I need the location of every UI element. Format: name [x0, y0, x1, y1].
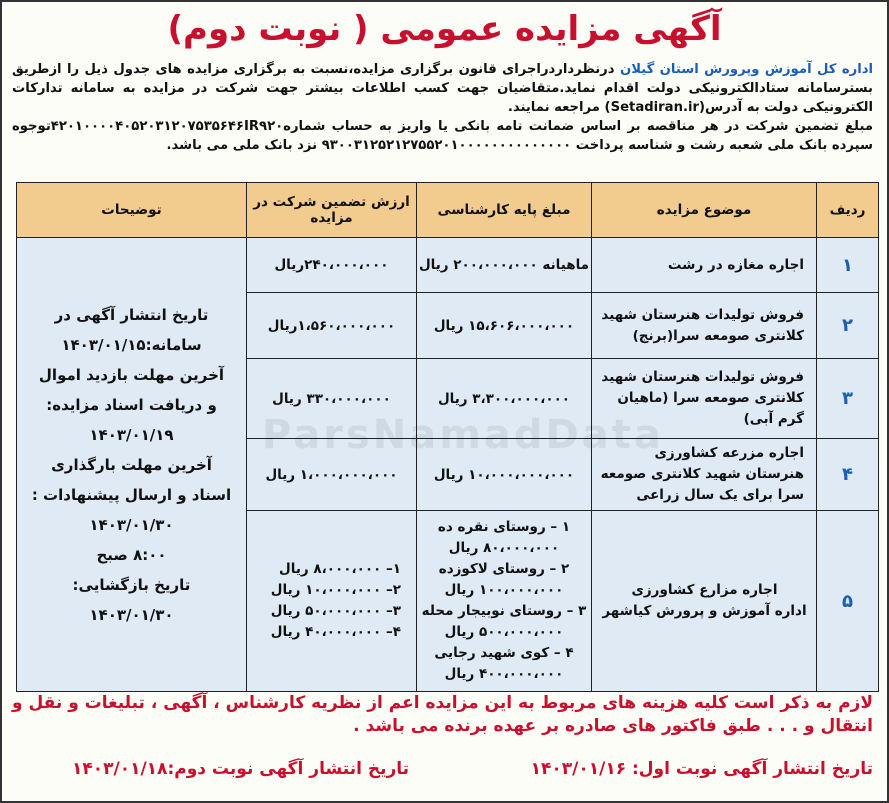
- base-price-item: ۵۰۰،۰۰۰،۰۰۰ ریال: [444, 624, 564, 640]
- row-subject: [592, 511, 817, 692]
- row-subject-line: اجاره مزارع کشاورزی: [631, 582, 778, 598]
- notes-line: ۱۴۰۳/۰۱/۱۹: [89, 425, 174, 444]
- row-number: ۱: [817, 238, 879, 293]
- notes-line: آخرین مهلت بارگذاری: [51, 455, 212, 474]
- row-subject-line: اداره آموزش و پرورش کیاشهر: [602, 603, 807, 619]
- second-publication-date: تاریخ انتشار آگهی نوبت دوم:۱۴۰۳/۰۱/۱۸: [72, 759, 410, 779]
- base-price-item: ۴۰۰،۰۰۰،۰۰۰ ریال: [444, 666, 564, 682]
- header-guarantee: ارزش تضمین شرکت در مزایده: [247, 183, 417, 238]
- row-number: ۲: [817, 293, 879, 359]
- header-subject: موضوع مزایده: [592, 183, 817, 238]
- guarantee-item: ۴– ۴۰،۰۰۰،۰۰۰ ریال: [270, 624, 401, 640]
- table-row: [17, 238, 879, 293]
- notes-line: آخرین مهلت بازدید اموال: [38, 365, 225, 384]
- base-price-item: ۲ – روستای لاکوزده: [438, 561, 570, 577]
- notes-line: تاریخ انتشار آگهی در: [54, 305, 209, 324]
- footer-note: لازم به ذکر است کلیه هزینه های مربوط به این مزایده اعم از نظریه کارشناس ، آگهی ، تبلیغات و نقل و انتقال و . . . طبق فاکتور های صادره بر عهده برنده می باشد .: [12, 693, 873, 736]
- guarantee-item: ۲– ۱۰،۰۰۰،۰۰۰ ریال: [270, 582, 401, 598]
- row-base-price-list: [417, 511, 592, 692]
- row-guarantee: ۳۳۰،۰۰۰،۰۰۰ ریال: [247, 359, 417, 439]
- row-number: ۳: [817, 359, 879, 439]
- intro-paragraph-1: درنظرداردراجرای قانون برگزاری مزایده،نسبت به برگزاری مزایده های جدول ذیل را ازطریق بسترسامانه ستادالکترونیکی دولت اقدام نماید.متقاضیان جهت کسب اطلاعات بیشتر جهت شرکت در مزایده به سامانه تدارکات الکترونیکی دولت به آدرس(Setadiran.ir) مراجعه نمایند.: [12, 62, 873, 115]
- base-price-item: ۱۰۰،۰۰۰،۰۰۰ ریال: [444, 582, 564, 598]
- base-price-item: ۱ – روستای نقره ده: [437, 519, 571, 535]
- notes-cell: [17, 238, 247, 692]
- auction-table: [16, 182, 879, 692]
- row-base-price: ۳،۳۰۰،۰۰۰،۰۰۰ ریال: [417, 359, 592, 439]
- notes-line: ۱۴۰۳/۰۱/۳۰: [89, 605, 174, 624]
- notes-line: ۸:۰۰ صبح: [96, 545, 167, 564]
- base-price-item: ۴ – کوی شهید رجایی: [434, 645, 574, 661]
- organization-name: اداره کل آموزش وپرورش استان گیلان: [619, 62, 874, 77]
- row-number: ۵: [817, 511, 879, 692]
- notes-line: تاریخ بازگشایی:: [72, 575, 191, 594]
- row-guarantee: ۱،۵۶۰،۰۰۰،۰۰۰ریال: [247, 293, 417, 359]
- notes-line: ۱۴۰۳/۰۱/۳۰: [89, 515, 174, 534]
- intro-text: [12, 60, 873, 155]
- row-guarantee: ۲۴۰،۰۰۰،۰۰۰ریال: [247, 238, 417, 293]
- row-base-price: ۱۰،۰۰۰،۰۰۰،۰۰۰ ریال: [417, 439, 592, 511]
- notice-title: آگهی مزایده عمومی ( نوبت دوم): [167, 9, 722, 49]
- row-number: ۴: [817, 439, 879, 511]
- header-row-number: ردیف: [817, 183, 879, 238]
- row-subject: اجاره مزرعه کشاورزی هنرستان شهید کلانتری صومعه سرا برای یک سال زراعی: [592, 439, 817, 511]
- base-price-item: ۳ – روستای نوبیجار محله: [421, 603, 587, 619]
- guarantee-item: ۱– ۸،۰۰۰،۰۰۰ ریال: [279, 561, 401, 577]
- header-notes: توضیحات: [17, 183, 247, 238]
- row-base-price: ۱۵،۶۰۶،۰۰۰،۰۰۰ ریال: [417, 293, 592, 359]
- row-guarantee-list: [247, 511, 417, 692]
- notes-line: اسناد و ارسال پیشنهادات :: [31, 485, 232, 504]
- intro-paragraph-2: مبلغ تضمین شرکت در هر مناقصه بر اساس ضمانت نامه بانکی یا واریز به حساب شماره۴۲۰۱۰۰۰۰۴۰۵۲۰۳۱۲۰۷۵۳۵۶۴۶IR۹۲۰توجوه سپرده بانک ملی شعبه رشت و شناسه پرداخت ۹۳۰۰۳۱۲۵۲۱۲۷۵۵۲۰۱۰۰۰۰۰۰۰۰۰۰۰۰۰۰ نزد بانک ملی می باشد.: [12, 119, 873, 153]
- guarantee-item: ۳– ۵۰،۰۰۰،۰۰۰ ریال: [270, 603, 401, 619]
- table-header-row: [17, 183, 879, 238]
- notes-line: سامانه:۱۴۰۳/۰۱/۱۵: [61, 335, 202, 354]
- row-subject: اجاره مغازه در رشت: [592, 238, 817, 293]
- publication-dates: [12, 759, 873, 785]
- row-base-price: ماهیانه ۲۰۰،۰۰۰،۰۰۰ ریال: [417, 238, 592, 293]
- row-subject: فروش تولیدات هنرستان شهید کلانتری صومعه سرا(برنج): [592, 293, 817, 359]
- header-base-price: مبلغ پایه کارشناسی: [417, 183, 592, 238]
- base-price-item: ۸۰،۰۰۰،۰۰۰ ریال: [448, 540, 560, 556]
- first-publication-date: تاریخ انتشار آگهی نوبت اول: ۱۴۰۳/۰۱/۱۶: [530, 759, 873, 779]
- row-guarantee: ۱،۰۰۰،۰۰۰،۰۰۰ ریال: [247, 439, 417, 511]
- row-subject: فروش تولیدات هنرستان شهید کلانتری صومعه سرا (ماهیان گرم آبی): [592, 359, 817, 439]
- notes-line: و دریافت اسناد مزایده:: [46, 395, 217, 414]
